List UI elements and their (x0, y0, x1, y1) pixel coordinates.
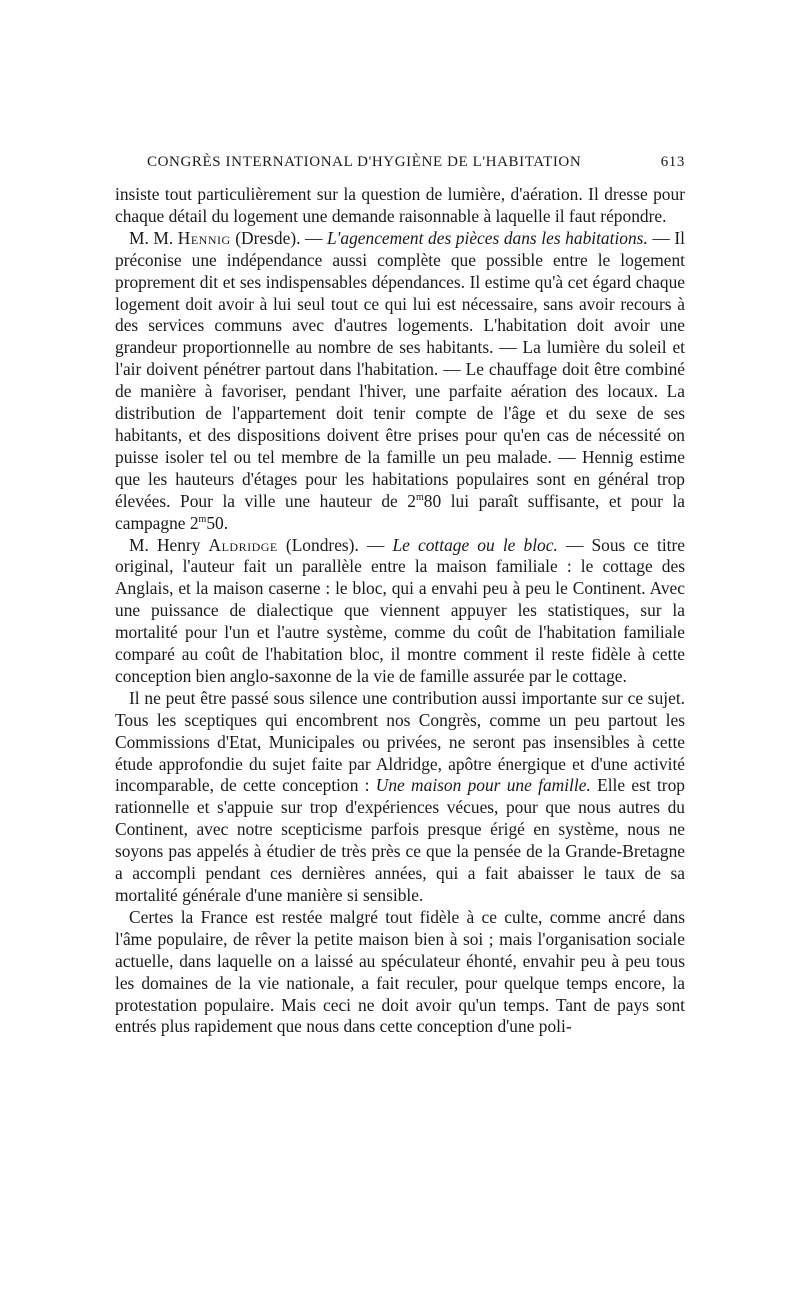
title-aldridge: Le cottage ou le bloc. (392, 534, 558, 555)
paragraph-france: Certes la France est restée malgré tout fidèle à ce culte, comme ancré dans l'âme populaire, de rêver la petite maison bien à soi ; mais l'organisation sociale actuelle, dans laquelle on a laissé au spéculateur éhonté, envahir peu à peu tous les domaines de la vie nationale, a fait reculer, pour quelque temps encore, la protestation populaire. Mais ceci ne doit avoir qu'un temps. Tant de pays sont entrés plus rapidement que nous dans cette conception d'une poli- (115, 906, 685, 1037)
running-head (115, 154, 685, 176)
paragraph-continuation: insiste tout particulièrement sur la question de lumière, d'aération. Il dresse pour chaque détail du logement une demande raisonnable à laquelle il faut répondre. (115, 184, 685, 226)
paragraph-aldridge (115, 535, 685, 688)
title-une-maison: Une maison pour une famille. (375, 775, 591, 796)
unit-meter-a: m (416, 491, 424, 503)
running-head-title: CONGRÈS INTERNATIONAL D'HYGIÈNE DE L'HABITATION (147, 154, 582, 170)
unit-meter-b: m (198, 513, 207, 525)
hennig-text-b: 80 lui paraît suffisante, et pour la campagne 2 (115, 490, 685, 533)
hennig-prefix: M. M. (129, 227, 178, 248)
author-hennig: Hennig (177, 227, 231, 248)
page-number: 613 (660, 154, 685, 170)
book-page (115, 154, 685, 1038)
body-text (115, 184, 685, 1038)
aldridge-location: (Londres). — (277, 534, 393, 555)
hennig-text-c: 50. (206, 512, 229, 533)
paragraph-hennig (115, 228, 685, 535)
contribution-text-a: Il ne peut être passé sous silence une contribution aussi importante sur ce sujet. Tous les sceptiques qui encombrent nos Congrès, comme un peu partout les Commissions d'Etat, Municipales ou privées, ne seront pas insensibles à cette étude approfondie du sujet faite par Aldridge, apôtre énergique et d'une activité incomparable, de cette conception : (115, 687, 685, 796)
aldridge-prefix: M. Henry (129, 534, 209, 555)
paragraph-contribution (115, 688, 685, 907)
hennig-location: (Dresde). — (230, 227, 328, 248)
title-hennig: L'agencement des pièces dans les habitations. (327, 227, 648, 248)
author-aldridge: Aldridge (208, 534, 278, 555)
aldridge-text: — Sous ce titre original, l'auteur fait un parallèle entre la maison familiale : le cottage des Anglais, et la maison caserne : le bloc, qui a envahi peu à peu le Continent. Avec une puissance de dialectique que viennent appuyer les statistiques, sur la mortalité pour l'un et l'autre système, comme du coût de l'habitation familiale comparé au coût de l'habitation bloc, il montre comment il reste fidèle à cette conception bien anglo-saxonne de la vie de famille assurée par le cottage. (115, 534, 686, 686)
hennig-text-a: — Il préconise une indépendance aussi complète que possible entre le logement proprement dit et ses indispensables dépendances. Il estime qu'à cet égard chaque logement doit avoir à lui seul tout ce qui lui est nécessaire, sans avoir recours à des services communs avec d'autres logements. L'habitation doit avoir une grandeur proportionnelle au nombre de ses habitants. — La lumière du soleil et l'air doivent pénétrer partout dans l'habitation. — Le chauffage doit être combiné de manière à favoriser, pendant l'hiver, une parfaite aération des locaux. La distribution de l'appartement doit tenir compte de l'âge et du sexe de ses habitants, et des dispositions doivent être prises pour qu'en cas de nécessité on puisse isoler tel ou tel membre de la famille un peu malade. — Hennig estime que les hauteurs d'étages pour les habitations populaires sont en général trop élevées. Pour la ville une hauteur de 2 (115, 227, 685, 511)
contribution-text-b: Elle est trop rationnelle et s'appuie sur trop d'expériences vécues, pour que nous autres du Continent, avec notre scepticisme parfois presque érigé en système, nous ne soyons pas appelés à étudier de très près ce que la pensée de la Grande-Bretagne a accompli pendant ces dernières années, qui a fait abaisser le taux de sa mortalité générale d'une manière si sensible. (115, 775, 685, 905)
